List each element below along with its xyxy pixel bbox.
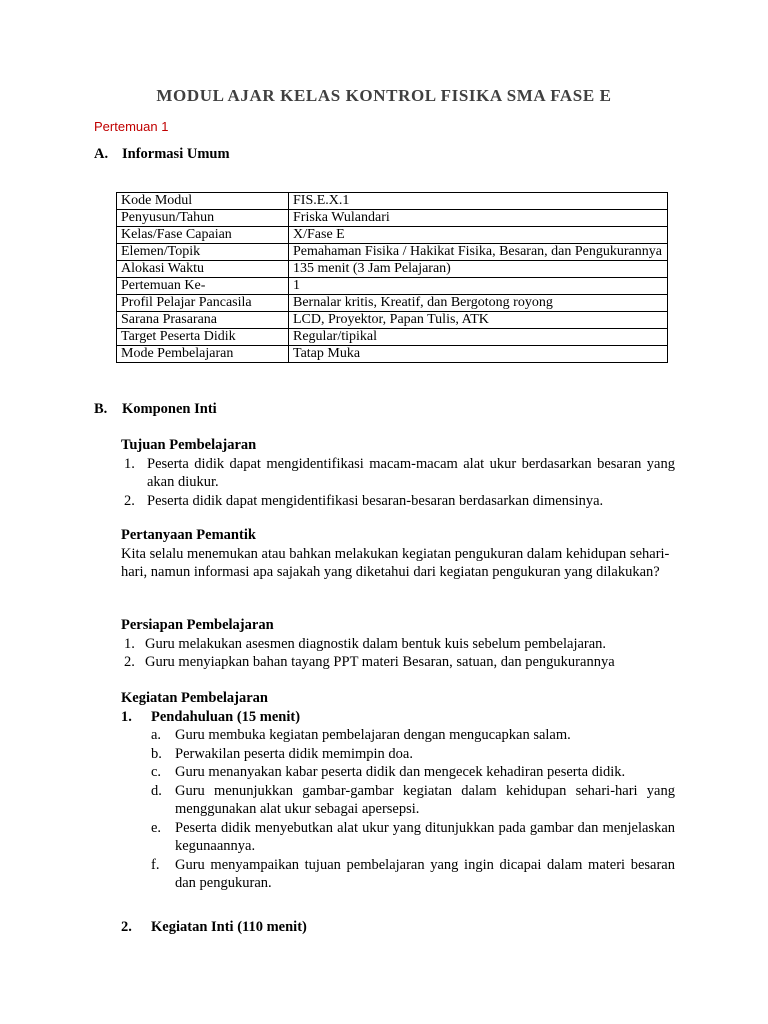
table-key: Sarana Prasarana xyxy=(117,312,289,329)
item-text: Perwakilan peserta didik memimpin doa. xyxy=(175,745,413,762)
table-value: Bernalar kritis, Kreatif, dan Bergotong royong xyxy=(289,295,668,312)
item-letter: b. xyxy=(151,745,162,762)
pendahuluan-heading xyxy=(121,708,675,727)
table-row xyxy=(117,244,668,261)
pemantik-title: Pertanyaan Pemantik xyxy=(121,527,256,543)
persiapan-title: Persiapan Pembelajaran xyxy=(121,617,274,633)
table-key: Target Peserta Didik xyxy=(117,329,289,346)
tujuan-list xyxy=(121,455,675,511)
item-text: Guru menunjukkan gambar-gambar kegiatan dalam kehidupan sehari-hari yang menggunakan alat ukur sebagai apersepsi. xyxy=(175,782,675,817)
section-a-letter: A. xyxy=(94,146,109,162)
table-key: Kelas/Fase Capaian xyxy=(117,227,289,244)
kegiatan-block xyxy=(121,689,675,893)
kegiatan-title: Kegiatan Pembelajaran xyxy=(121,690,268,706)
list-item xyxy=(151,856,675,893)
persiapan-list xyxy=(121,635,675,672)
item-text: Peserta didik dapat mengidentifikasi macam-macam alat ukur berdasarkan besaran yang akan diukur. xyxy=(147,455,675,490)
list-item xyxy=(121,492,675,511)
table-value: 1 xyxy=(289,278,668,295)
table-row xyxy=(117,346,668,363)
item-text: Guru menyampaikan tujuan pembelajaran yang ingin dicapai dalam materi besaran dan pengukuran. xyxy=(175,856,675,891)
table-value: LCD, Proyektor, Papan Tulis, ATK xyxy=(289,312,668,329)
item-letter: c. xyxy=(151,764,162,780)
stage-title: Pendahuluan (15 menit) xyxy=(151,708,301,725)
meeting-label: Pertemuan 1 xyxy=(94,119,169,134)
stage-number: 1. xyxy=(121,708,132,725)
item-text: Guru menyiapkan bahan tayang PPT materi Besaran, satuan, dan pengukurannya xyxy=(145,654,615,670)
table-value: FIS.E.X.1 xyxy=(289,193,668,210)
table-key: Mode Pembelajaran xyxy=(117,346,289,363)
table-key: Pertemuan Ke- xyxy=(117,278,289,295)
pemantik-text: Kita selalu menemukan atau bahkan melakukan kegiatan pengukuran dalam kehidupan sehari-hari, namun informasi apa sajakah yang diketahui dari kegiatan pengukuran yang dilakukan? xyxy=(121,545,670,580)
table-row xyxy=(117,278,668,295)
item-number: 1. xyxy=(124,635,135,652)
item-letter: f. xyxy=(151,856,160,873)
table-value: 135 menit (3 Jam Pelajaran) xyxy=(289,261,668,278)
item-number: 2. xyxy=(124,492,135,509)
list-item xyxy=(151,782,675,819)
stage-number: 2. xyxy=(121,919,132,935)
list-item xyxy=(121,653,675,672)
stage-title: Kegiatan Inti (110 menit) xyxy=(151,919,307,935)
pendahuluan-list xyxy=(121,726,675,893)
persiapan-block xyxy=(121,616,675,672)
list-item xyxy=(121,455,675,492)
info-table xyxy=(116,192,668,363)
item-letter: a. xyxy=(151,727,162,743)
table-key: Alokasi Waktu xyxy=(117,261,289,278)
item-letter: d. xyxy=(151,782,162,799)
tujuan-block xyxy=(121,436,675,510)
table-row xyxy=(117,312,668,329)
table-value: Pemahaman Fisika / Hakikat Fisika, Besaran, dan Pengukurannya xyxy=(289,244,668,261)
item-number: 1. xyxy=(124,455,135,472)
table-row xyxy=(117,193,668,210)
table-row xyxy=(117,261,668,278)
list-item xyxy=(121,635,675,654)
section-a-heading xyxy=(94,146,230,163)
item-letter: e. xyxy=(151,819,162,836)
section-a-title: Informasi Umum xyxy=(122,146,230,162)
item-text: Guru membuka kegiatan pembelajaran dengan mengucapkan salam. xyxy=(175,727,571,743)
inti-block xyxy=(121,918,675,937)
section-b-title: Komponen Inti xyxy=(122,401,217,417)
table-value: Friska Wulandari xyxy=(289,210,668,227)
table-row xyxy=(117,295,668,312)
inti-heading xyxy=(121,918,675,937)
table-row xyxy=(117,210,668,227)
list-item xyxy=(151,745,675,764)
table-key: Kode Modul xyxy=(117,193,289,210)
item-number: 2. xyxy=(124,654,135,670)
list-item xyxy=(151,726,675,745)
item-text: Guru melakukan asesmen diagnostik dalam bentuk kuis sebelum pembelajaran. xyxy=(145,635,607,652)
item-text: Peserta didik menyebutkan alat ukur yang ditunjukkan pada gambar dan menjelaskan kegunaannya. xyxy=(175,819,675,854)
table-value: X/Fase E xyxy=(289,227,668,244)
item-text: Guru menanyakan kabar peserta didik dan mengecek kehadiran peserta didik. xyxy=(175,764,626,780)
section-b-heading xyxy=(94,401,217,418)
tujuan-title: Tujuan Pembelajaran xyxy=(121,437,257,453)
table-row xyxy=(117,329,668,346)
page-title: MODUL AJAR KELAS KONTROL FISIKA SMA FASE E xyxy=(156,86,612,105)
table-key: Penyusun/Tahun xyxy=(117,210,289,227)
table-key: Profil Pelajar Pancasila xyxy=(117,295,289,312)
list-item xyxy=(151,819,675,856)
pemantik-block xyxy=(121,526,675,582)
item-text: Peserta didik dapat mengidentifikasi besaran-besaran berdasarkan dimensinya. xyxy=(147,492,604,509)
table-row xyxy=(117,227,668,244)
list-item xyxy=(151,763,675,782)
table-key: Elemen/Topik xyxy=(117,244,289,261)
section-b-letter: B. xyxy=(94,401,108,417)
table-value: Regular/tipikal xyxy=(289,329,668,346)
table-value: Tatap Muka xyxy=(289,346,668,363)
